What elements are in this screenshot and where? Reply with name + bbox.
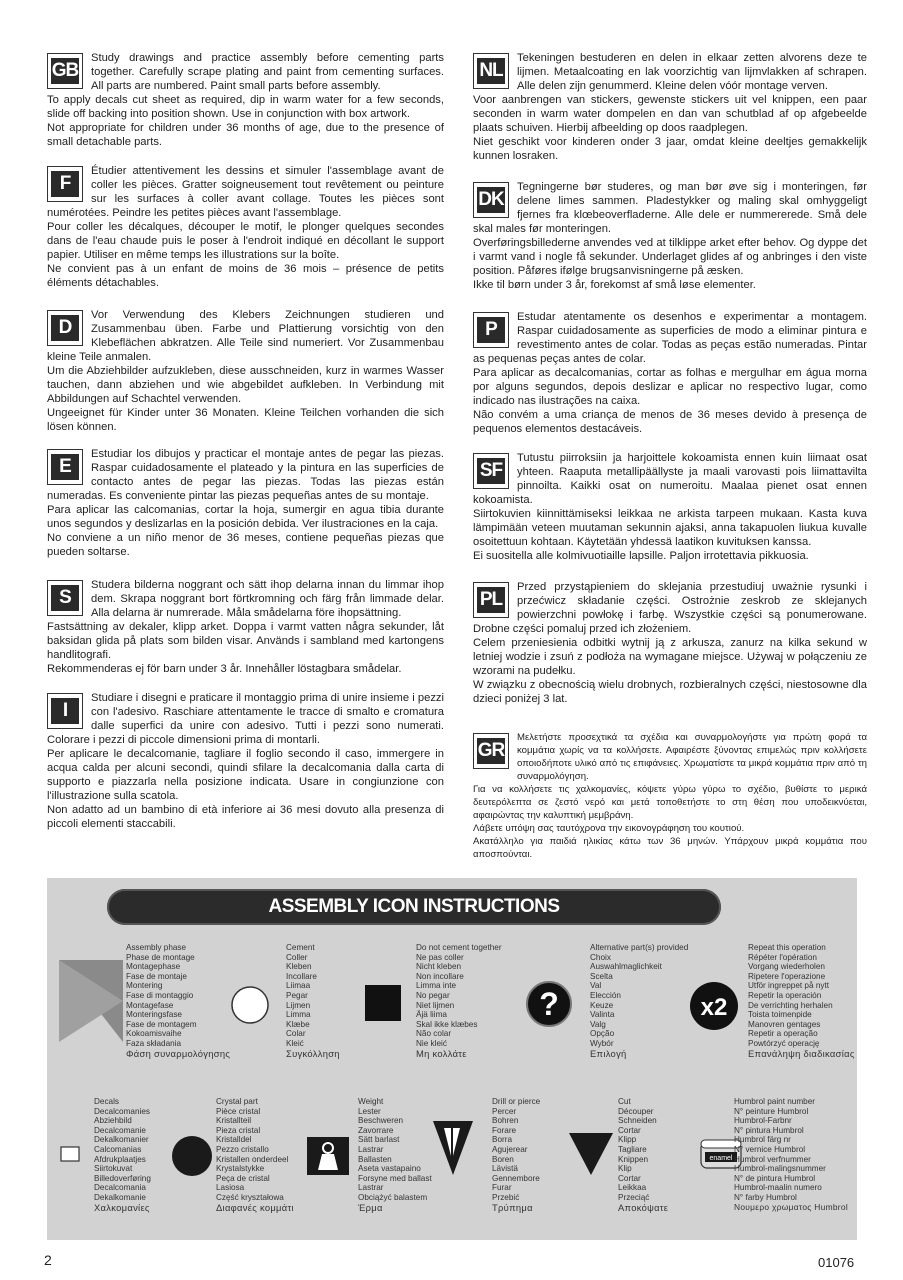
legend-line: Crystal part: [216, 1097, 258, 1106]
legend-line: Scelta: [590, 971, 613, 981]
legend-line: Repetir la operación: [748, 990, 822, 1000]
section-d-warning: Ungeeignet für Kinder unter 36 Monaten. Kleine Teilchen vorhanden die sich lösen können.: [47, 407, 444, 433]
legend-cement: Cement Coller Kleben Incollare Liimaa Pegar Lijmen Limma Klæbe Colar Kleić Συγκόλληση: [286, 943, 340, 1059]
section-e-warning: No conviene a un niño menor de 36 meses, contiene pequeñas piezas que pueden soltarse.: [47, 532, 444, 558]
legend-cut: Cut Découper Schneiden Cortar Klipp Tagliare Knippen Klip Cortar Leikkaa Przeciąć Αποκόψατε: [618, 1097, 669, 1213]
legend-line: Faza składania: [126, 1038, 182, 1048]
legend-line: Liimaa: [286, 981, 311, 991]
section-gb: [47, 51, 444, 149]
legend-line: Powtórzyć operację: [748, 1038, 820, 1048]
section-s-text: Studera bilderna noggrant och sätt ihop delarna innan du limmar ihop dem. Skrapa noggrant bort förtkromning och färg från limmade delar. Alla delarna är numrerade. Måla smådelarna före ihopsättning.: [91, 579, 444, 619]
legend-line: Alternative part(s) provided: [590, 943, 689, 952]
legend-line: No pegar: [416, 990, 450, 1000]
section-i-warning: Non adatto ad un bambino di età inferiore ai 36 mesi dovuto alla presenza di piccoli elementi staccabili.: [47, 804, 444, 830]
legend-line: Lastrar: [358, 1144, 384, 1154]
legend-line: N° vernice Humbrol: [734, 1144, 806, 1154]
legend-line: Lester: [358, 1106, 381, 1116]
legend-line: Lasiosa: [216, 1183, 245, 1193]
section-dk-warning: Ikke til børn under 3 år, forekomst af små løse elementer.: [473, 279, 756, 291]
legend-line: Weight: [358, 1097, 384, 1106]
flag-badge-p: P: [473, 312, 509, 348]
section-nl-decals: Voor aanbrengen van stickers, gewenste stickers uit vel knippen, een paar seconden in warm water dompelen en dan van schutblad af op afgebeelde plaats schuiven. Hierbij afbeelding op doos raadplegen.: [473, 94, 867, 134]
legend-drill: Drill or pierce Percer Bohren Forare Borra Agujerear Boren Lävistä Gennembore Furar Przebić Τρύπημα: [492, 1097, 541, 1213]
legend-line: Forsyne med ballast: [358, 1173, 432, 1183]
legend-line: Valg: [590, 1019, 606, 1029]
crystal-part-icon: [170, 1134, 214, 1178]
do-not-cement-icon: [363, 983, 403, 1023]
section-f-warning: Ne convient pas à un enfant de moins de 36 mois – présence de petits éléments détachables.: [47, 263, 444, 289]
legend-line: Lävistä: [492, 1164, 518, 1174]
legend-line: Limma inte: [416, 981, 457, 991]
legend-line: Klip: [618, 1164, 632, 1174]
section-i: [47, 691, 444, 831]
legend-line: Humbrol färg nr: [734, 1135, 791, 1145]
legend-decals: Decals Decalcomanies Abziehbild Decalcomanie Dekalkomanier Calcomanias Afdrukplaatjes Siirtokuvat Billedoverføring Decalcomania Dekalkomanie Χαλκομανίες: [94, 1097, 151, 1213]
legend-do-not-cement: Do not cement together Ne pas coller Nicht kleben Non incollare Limma inte No pegar Niet lijmen Äjä liima Skal ikke klæbes Não colar Nie kleić Μη κολλάτε: [416, 943, 502, 1059]
legend-line: Afdrukplaatjes: [94, 1154, 146, 1164]
legend-line: Cut: [618, 1097, 631, 1106]
legend-line: Decalcomanies: [94, 1106, 150, 1116]
legend-line: Aseta vastapaino: [358, 1164, 421, 1174]
legend-line: Abziehbild: [94, 1116, 132, 1126]
section-sf-warning: Ei suositella alle kolmivuotiaille lapsille. Paljon irrotettavia pikkuosia.: [473, 550, 809, 562]
drill-icon: [430, 1118, 476, 1178]
assembly-phase-icon: [57, 958, 125, 1044]
legend-line: Wybór: [590, 1038, 614, 1048]
legend-line: Montagefase: [126, 1000, 174, 1010]
legend-line: Pièce cristal: [216, 1106, 261, 1116]
flag-badge-d: D: [47, 310, 83, 346]
legend-line: Sätt barlast: [358, 1135, 400, 1145]
legend-assembly-phase: Assembly phase Phase de montage Montagephase Fase de montaje Montering Fase di montaggio Montagefase Monteringsfase Fase de montagem Kokoamisvaihe Faza składania Φάση συναρμολόγησης: [126, 943, 231, 1059]
section-pl-text: Przed przystąpieniem do sklejania przestudiuj uważnie rysunki i przećwicz składanie części. Ostrożnie zeskrob ze sklejanych powierzchni powłokę i farbę. Wszystkie części są ponumerowane. Drobne części pomaluj przed ich złożeniem.: [473, 581, 867, 635]
legend-line: Phase de montage: [126, 952, 195, 962]
flag-badge-pl: PL: [473, 582, 509, 618]
cement-icon: [230, 985, 270, 1025]
legend-line: Ripetere l'operazione: [748, 971, 826, 981]
legend-line: Utför ingreppet på nytt: [748, 981, 830, 991]
legend-line: Não colar: [416, 1029, 452, 1039]
legend-line: Limma: [286, 1010, 311, 1020]
legend-line: Dekalkomanie: [94, 1192, 146, 1202]
legend-line: Fase di montaggio: [126, 990, 194, 1000]
legend-humbrol-paint: Humbrol paint number N° peinture Humbrol Humbrol-Farbnr N° pintura Humbrol Humbrol färg nr N° vernice Humbrol Humbrol verfnummer Humbrol-malingsnummer N° de pintura Humbrol Humbrol-maalin numero N° farby Humbrol Νουμερο χρωματος Humbrol: [734, 1097, 849, 1212]
section-dk-decals: Overføringsbillederne anvendes ved at tilklippe arket efter behov. Og dyppe det i varmt vand i nogle få sekunder. Underlaget glides af og anbringes i den viste position. Påføres ifølge brugsanvisningerne på æsken.: [473, 237, 867, 277]
legend-line: Humbrol-Farbnr: [734, 1116, 792, 1126]
legend-line: Pezzo cristallo: [216, 1144, 269, 1154]
legend-line: Peça de cristal: [216, 1173, 270, 1183]
legend-line: Borra: [492, 1135, 513, 1145]
kit-code: 01076: [818, 1255, 855, 1270]
decals-icon: [60, 1146, 82, 1164]
flag-badge-sf: SF: [473, 453, 509, 489]
legend-weight: Weight Lester Beschweren Zavorrare Sätt barlast Lastrar Ballasten Aseta vastapaino Forsyne med ballast Lastrar Obciążyć balastem Έρμα: [358, 1097, 432, 1213]
legend-line: Przeciąć: [618, 1192, 650, 1202]
section-f-decals: Pour coller les décalques, découper le motif, le plonger quelques secondes dans de l'eau chaude puis le poser à l'endroit indiqué en décollant le support papier. Utiliser en même temps les illustrations sur la boîte.: [47, 221, 444, 261]
legend-line: Repeat this operation: [748, 943, 826, 952]
section-s: [47, 578, 444, 676]
legend-line: Cortar: [618, 1125, 641, 1135]
legend-line: Keuze: [590, 1000, 614, 1010]
flag-badge-dk: DK: [473, 182, 509, 218]
legend-line: Skal ikke klæbes: [416, 1019, 478, 1029]
legend-line: Opção: [590, 1029, 615, 1039]
legend-line: Ballasten: [358, 1154, 392, 1164]
legend-line: Billedoverføring: [94, 1173, 151, 1183]
legend-line: Percer: [492, 1106, 517, 1116]
legend-line: Montering: [126, 981, 163, 991]
legend-line: Tagliare: [618, 1144, 647, 1154]
section-s-warning: Rekommenderas ej för barn under 3 år. Innehåller löstagbara smådelar.: [47, 663, 402, 675]
legend-line: Montagephase: [126, 962, 181, 972]
flag-badge-f: F: [47, 166, 83, 202]
section-p-decals: Para aplicar as decalcomanias, cortar as folhas e mergulhar em água morna por alguns segundos, depois deslizar e aplicar no respectivo lugar, como indicado nas ilustrações na caixa.: [473, 367, 867, 407]
legend-line: Humbrol-malingsnummer: [734, 1164, 826, 1174]
weight-icon: [306, 1136, 350, 1176]
section-d: [47, 308, 444, 434]
section-i-decals: Per aplicare le decalcomanie, tagliare il foglio secondo il caso, immergere in acqua calda per alcuni secondi, quindi sfilare la decalcomania dalla carta di supporto e piazzarla nella posizione indicata. Usare in congiunzione con l'illustrazione sulla scatola.: [47, 748, 444, 802]
legend-line: Manovren gentages: [748, 1019, 821, 1029]
legend-alternative-parts: Alternative part(s) provided Choix Auswahlmaglichkeit Scelta Val Elección Keuze Valinta Valg Opção Wybór Επιλογή: [590, 943, 689, 1059]
legend-line: N° peinture Humbrol: [734, 1106, 809, 1116]
section-p: [473, 310, 867, 436]
legend-line: Humbrol verfnummer: [734, 1154, 811, 1164]
legend-line: Przebić: [492, 1192, 520, 1202]
section-e: [47, 447, 444, 559]
assembly-banner: [107, 889, 721, 925]
section-dk: [473, 180, 867, 292]
legend-line: Bohren: [492, 1116, 519, 1126]
legend-line: Incollare: [286, 971, 317, 981]
humbrol-enamel-label: enamel: [709, 1155, 733, 1162]
legend-line: Fase de montagem: [126, 1019, 197, 1029]
legend-line: Agujerear: [492, 1144, 528, 1154]
legend-line: Zavorrare: [358, 1125, 394, 1135]
legend-line: Non incollare: [416, 971, 464, 981]
legend-line: Lijmen: [286, 1000, 311, 1010]
legend-line: Gennembore: [492, 1173, 540, 1183]
legend-line: Val: [590, 981, 602, 991]
legend-line: Klæbe: [286, 1019, 310, 1029]
legend-line: Pieza cristal: [216, 1125, 261, 1135]
legend-line: Dekalkomanier: [94, 1135, 149, 1145]
legend-line: Découper: [618, 1106, 654, 1116]
section-nl: [473, 51, 867, 163]
legend-line: Repetir a operação: [748, 1029, 818, 1039]
section-gb-text: Study drawings and practice assembly before cementing parts together. Carefully scrape plating and paint from cementing surfaces. All parts are numbered. Paint small parts before assembly.: [91, 52, 444, 92]
section-pl-decals: Celem przeniesienia odbitki wytnij ją z arkusza, zanurz na kilka sekund w letniej wodzie i zsuń z podłoża na wymagane miejsce. Używaj w połączeniu ze wzorami na pudełku.: [473, 637, 867, 677]
section-e-decals: Para aplicar las calcomanias, cortar la hoja, sumergir en agua tibia durante unos segundos y deslizarlas en la posición debida. Ver ilustraciones en la caja.: [47, 504, 444, 530]
legend-line: Klipp: [618, 1135, 637, 1145]
legend-line: De verrichting herhalen: [748, 1000, 833, 1010]
flag-badge-gb: GB: [47, 53, 83, 89]
repeat-x2-icon: [688, 980, 740, 1032]
svg-text:?: ?: [539, 986, 559, 1022]
legend-line: Nicht kleben: [416, 962, 462, 972]
section-s-decals: Fastsättning av dekaler, klipp arket. Doppa i varmt vatten några sekunder, låt baksidan glida på plats som bilden visar. Används i sambland med kartongens handlitografi.: [47, 621, 444, 661]
legend-line: Kleić: [286, 1038, 304, 1048]
cut-icon: [566, 1130, 616, 1178]
section-f: [47, 164, 444, 290]
section-gb-decals: To apply decals cut sheet as required, dip in warm water for a few seconds, slide off backing into position shown. Use in conjunction with box artwork.: [47, 94, 444, 120]
legend-line: Krystalstykke: [216, 1164, 265, 1174]
legend-line: Valinta: [590, 1010, 615, 1020]
flag-badge-e: E: [47, 449, 83, 485]
legend-line: Répéter l'opération: [748, 952, 817, 962]
legend-line: Knippen: [618, 1154, 649, 1164]
legend-line: Assembly phase: [126, 943, 187, 952]
legend-line: Kokoamisvaihe: [126, 1029, 182, 1039]
legend-line: Do not cement together: [416, 943, 502, 952]
legend-line: Drill or pierce: [492, 1097, 541, 1106]
legend-line: Kristallen onderdeel: [216, 1154, 289, 1164]
legend-line: Decalcomanie: [94, 1125, 146, 1135]
section-sf-text: Tutustu piirroksiin ja harjoittele kokoamista ennen kuin liimaat osat yhteen. Raaputa metallipäällyste ja maali varovasti pois liimattavilta pinnoilta. Kaikki osat on numeroitu. Maalaa pienet osat ennen kokoamista.: [473, 452, 867, 506]
alternative-parts-icon: [525, 980, 573, 1028]
legend-line: Nie kleić: [416, 1038, 447, 1048]
legend-line: Kleben: [286, 962, 312, 972]
legend-line: Humbrol paint number: [734, 1097, 816, 1106]
section-nl-warning: Niet geschikt voor kinderen onder 3 jaar, omdat kleine deeltjes gemakkelijk kunnen losraken.: [473, 136, 867, 162]
section-gr-box: Λάβετε υπόψη σας ταυτόχρονα την εικονογράφηση του κουτιού.: [473, 823, 745, 834]
legend-line: Niet lijmen: [416, 1000, 455, 1010]
legend-line: Fase de montaje: [126, 971, 187, 981]
section-p-warning: Não convém a uma criança de menos de 36 meses devido à presença de pequenos elementos destacáveis.: [473, 409, 867, 435]
legend-line: Siirtokuvat: [94, 1164, 133, 1174]
legend-line: N° farby Humbrol: [734, 1192, 797, 1202]
flag-badge-nl: NL: [473, 53, 509, 89]
legend-line: Coller: [286, 952, 308, 962]
legend-repeat: Repeat this operation Répéter l'opération Vorgang wiederholen Ripetere l'operazione Utför ingreppet på nytt Repetir la operación De verrichting herhalen Toista toimenpide Manovren gentages Repetir a operação Powtórzyć operację Επανάληψη διαδικασίας: [748, 943, 855, 1059]
legend-line: Schneiden: [618, 1116, 657, 1126]
legend-line: Toista toimenpide: [748, 1010, 812, 1020]
legend-line: N° de pintura Humbrol: [734, 1173, 816, 1183]
section-sf: [473, 451, 867, 563]
section-gr-warning: Ακατάλληλο για παιδιά ηλικίας κάτω των 36 μηνών. Υπάρχουν μικρά κομμάτια που αποσπούνται.: [473, 836, 867, 860]
section-pl: [473, 580, 867, 706]
legend-line: Obciążyć balastem: [358, 1192, 428, 1202]
page-number: 2: [44, 1252, 52, 1268]
legend-line: Beschweren: [358, 1116, 404, 1126]
section-d-text: Vor Verwendung des Klebers Zeichnungen studieren und Zusammenbau üben. Farbe und Plattierung vorsichtig von den Klebeflächen abkratzen. Alle Teile sind numeriert. Vor Zusammenbau kleine Teile anmalen.: [47, 309, 444, 363]
legend-line: Kristallteil: [216, 1116, 252, 1126]
legend-line: Ne pas coller: [416, 952, 464, 962]
section-i-text: Studiare i disegni e praticare il montaggio prima di unire insieme i pezzi con l'adesivo. Raschiare attentamente le tracce di smalto e cromatura dalle superfici da unire con adesivo. Tutti i pezzi sono numerati. Colorare i pezzi di piccole dimensioni prima di montarli.: [47, 692, 444, 746]
section-f-text: Étudier attentivement les dessins et simuler l'assemblage avant de coller les pièces. Gratter soigneusement tout revêtement ou peinture sur les surfaces à coller avant collage. Toutes les pièces sont numérotées. Peindre les petites pièces avant l'assemblage.: [47, 165, 444, 219]
legend-line: Humbrol-maalin numero: [734, 1183, 822, 1193]
legend-line: Furar: [492, 1183, 512, 1193]
legend-line: Kristalldel: [216, 1135, 252, 1145]
legend-crystal-part: Crystal part Pièce cristal Kristallteil Pieza cristal Kristalldel Pezzo cristallo Kristallen onderdeel Krystalstykke Peça de cristal Lasiosa Część kryształowa Διαφανές κομμάτι: [216, 1097, 294, 1213]
section-gr: [473, 731, 867, 861]
legend-line: Cement: [286, 943, 315, 952]
section-d-decals: Um die Abziehbilder aufzukleben, diese ausschneiden, kurz in warmes Wasser tauchen, dann abziehen und wie abgebildet aufkleben. In Verbindung mit Abbildungen auf Schachtel verwenden.: [47, 365, 444, 405]
flag-badge-s: S: [47, 580, 83, 616]
legend-line: Część kryształowa: [216, 1192, 284, 1202]
legend-line: Äjä liima: [416, 1010, 447, 1020]
repeat-x2-label: x2: [700, 994, 728, 1021]
legend-line: Cortar: [618, 1173, 641, 1183]
legend-line: Pegar: [286, 990, 308, 1000]
section-dk-text: Tegningerne bør studeres, og man bør øve sig i monteringen, før delene limes sammen. Pladestykker og maling skal omhyggeligt fjernes fra klœbeoverfladerne. Alle dele er nummererede. Små dele skal males før monteringen.: [473, 181, 867, 235]
legend-line: Decals: [94, 1097, 120, 1106]
legend-line: Colar: [286, 1029, 306, 1039]
legend-line: Boren: [492, 1154, 514, 1164]
legend-line: Calcomanias: [94, 1144, 142, 1154]
legend-line: Forare: [492, 1125, 517, 1135]
flag-badge-gr: GR: [473, 733, 509, 769]
section-sf-decals: Siirtokuvien kiinnittämiseksi leikkaa ne arkista tarpeen mukaan. Kasta kuva lämpimään veteen muutaman sekunnin ajaksi, anna takapuolen liukua kuvalle osoitettuun kohtaan. Käytetään yhdessä laatikon kuvituksen kanssa.: [473, 508, 867, 548]
section-pl-warning: W związku z obecnością wielu drobnych, rozbieralnych części, niestosowne dla dzieci poniżej 3 lat.: [473, 679, 867, 705]
section-nl-text: Tekeningen bestuderen en delen in elkaar zetten alvorens deze te lijmen. Metaalcoating en lak voorzichtig van lijmvlakken af schrapen. Alle delen zijn genummerd. Kleine delen vóór montage verven.: [517, 52, 867, 92]
legend-line: Monteringsfase: [126, 1010, 182, 1020]
section-p-text: Estudar atentamente os desenhos e experimentar a montagem. Raspar cuidadosamente as superficies de modo a eliminar pintura e revestimento antes de colar. Todas as peças estão numeradas. Pintar as pequenas peças antes de colar.: [473, 311, 867, 365]
legend-line: Leikkaa: [618, 1183, 647, 1193]
section-gr-decals: Για να κολλήσετε τις χαλκομανίες, κόψετε γύρω γύρω το σχέδιο, βυθίστε το μερικά δευτερόλεπτα σε ζεστό νερό και μετά τοποθετήστε το στη θέση που υποδεικνύεται, αφαιρώντας την καλυπτική μεμβράνη.: [473, 784, 867, 821]
legend-line: Decalcomania: [94, 1183, 146, 1193]
legend-line: Lastrar: [358, 1183, 384, 1193]
legend-line: Elección: [590, 990, 621, 1000]
legend-line: Choix: [590, 952, 611, 962]
flag-badge-i: I: [47, 693, 83, 729]
section-e-text: Estudiar los dibujos y practicar el montaje antes de pegar las piezas. Raspar cuidadosamente el plateado y la pintura en las superficies de contacto antes de pegar las piezas. Todas las piezas están numeradas. Es conveniente pintar las piezas pequeñas antes de su montaje.: [47, 448, 444, 502]
assembly-title: ASSEMBLY ICON INSTRUCTIONS: [268, 896, 560, 917]
legend-line: N° pintura Humbrol: [734, 1125, 804, 1135]
legend-line: Vorgang wiederholen: [748, 962, 825, 972]
section-gb-warning: Not appropriate for children under 36 months of age, due to the presence of small detachable parts.: [47, 122, 444, 148]
section-gr-text: Μελετήστε προσεχτικά τα σχέδια και συναρμολογήστε για πρώτη φορά τα κομμάτια χωρίς να τα κολλήσετε. Αφαιρέστε ξύνοντας επιμελώς πριν κολλήσετε οποιοδήποτε υλικό από τις επιφάνειες. Χρωματίστε τα μικρά κομμάτια πριν από τη συναρμολόγηση.: [517, 732, 867, 782]
legend-line: Auswahlmaglichkeit: [590, 962, 662, 972]
